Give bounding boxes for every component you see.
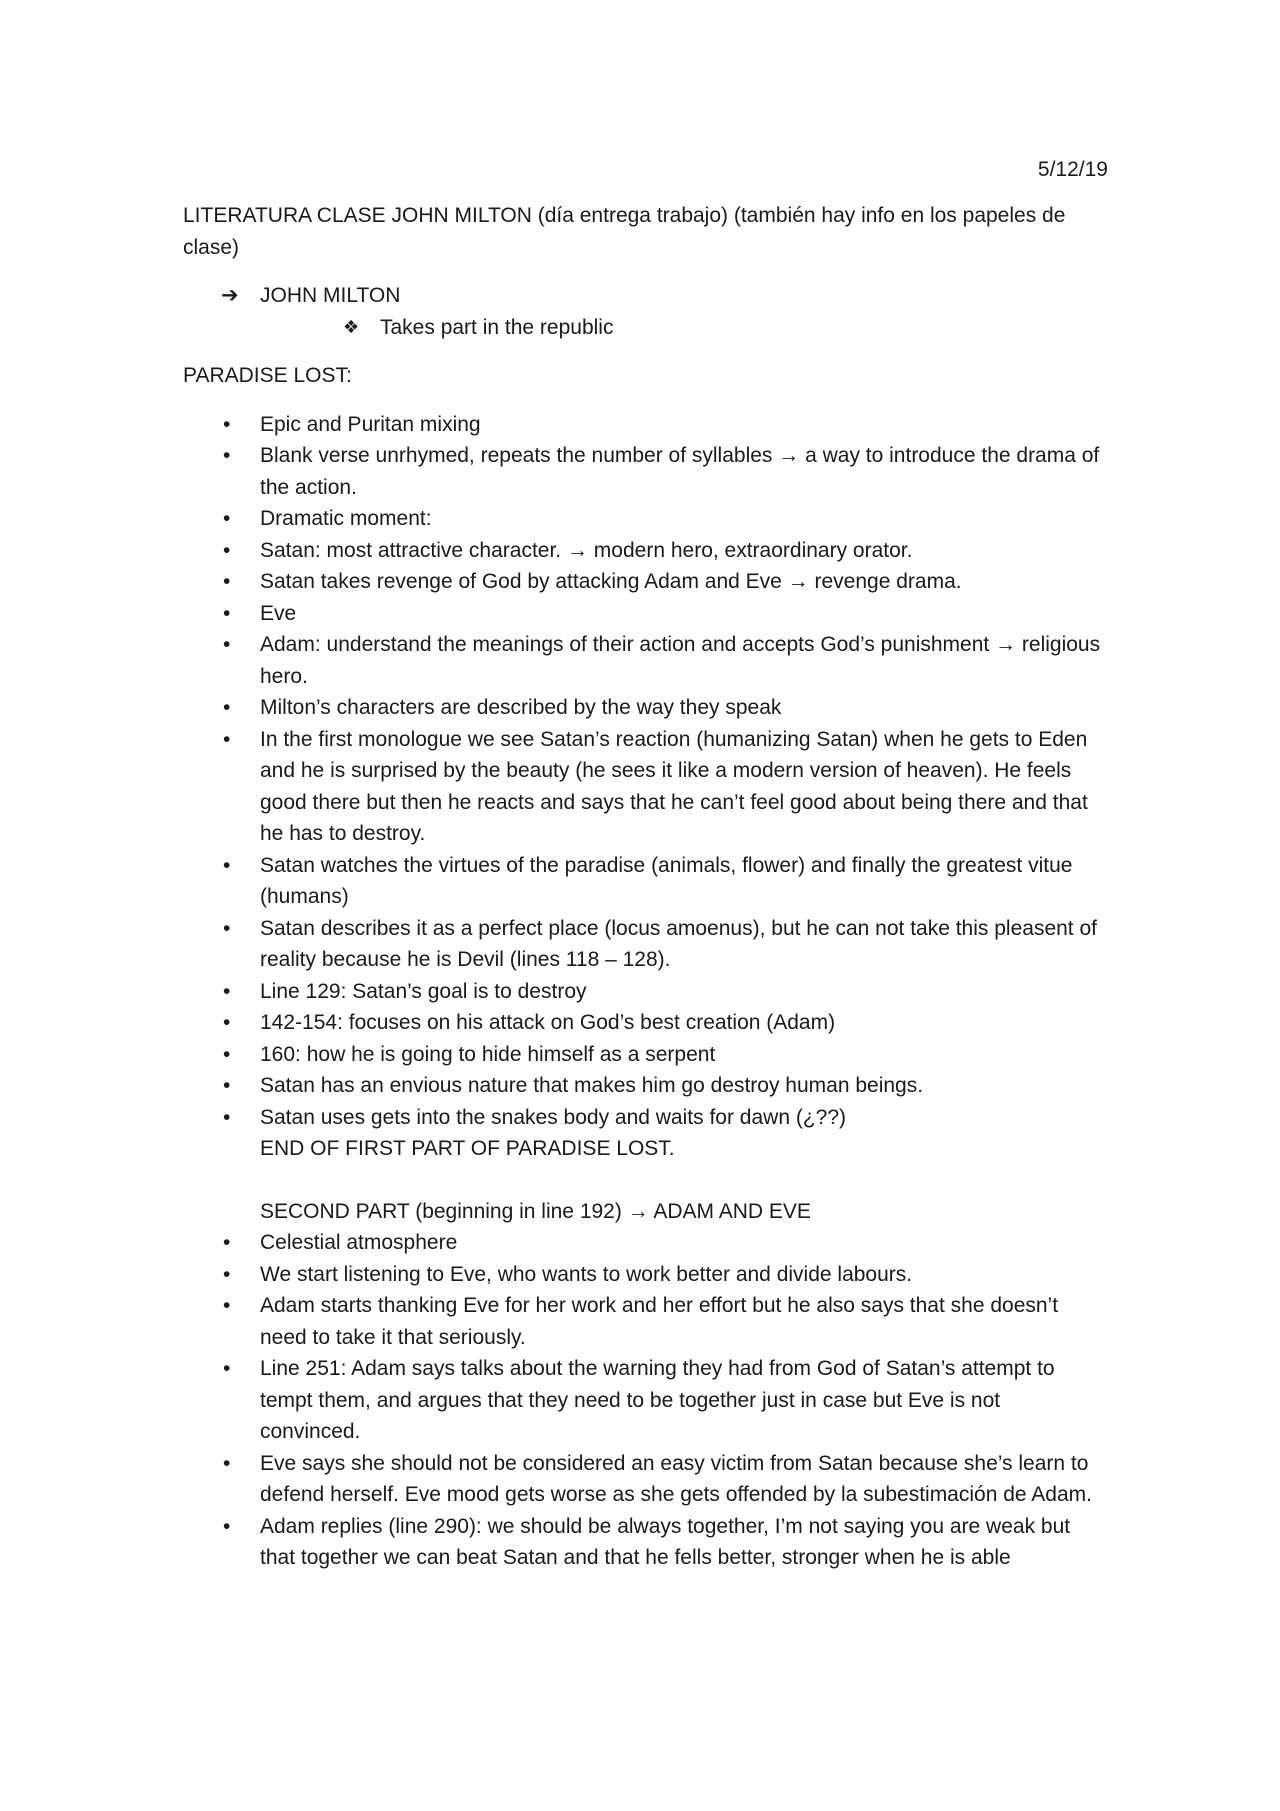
end-note: END OF FIRST PART OF PARADISE LOST. [260,1137,675,1160]
list-item-text: Satan watches the virtues of the paradise (animals, flower) and finally the greatest vitue (humans) [260,853,1073,908]
list-item [183,1259,1103,1291]
bullet-list [183,409,1103,1134]
list-item [183,850,1103,913]
bullet-icon: • [223,412,231,436]
bullet-icon: • [223,916,231,940]
bullet-icon: • [223,1357,231,1380]
list-item-text: Adam replies (line 290): we should be always together, I’m not saying you are weak but that together we can beat Satan and that he fells better, stronger when he is able [260,1514,1071,1569]
bullet-icon: • [223,853,231,877]
section-heading-2: SECOND PART (beginning in line 192) → ADAM AND EVE [260,1199,811,1223]
list-item [183,566,1103,598]
list-item-text: Satan uses gets into the snakes body and waits for dawn (¿??) [260,1105,847,1129]
section-heading: PARADISE LOST: [183,364,352,387]
diamond-bullet-icon: ❖ [343,316,360,337]
bullet-icon: • [223,1231,231,1254]
bullet-icon: • [223,1262,231,1286]
bullet-icon: • [223,727,231,751]
list-item-text: Epic and Puritan mixing [260,412,481,436]
bullet-icon: • [223,1294,231,1317]
document-title: LITERATURA CLASE JOHN MILTON (día entrega trabajo) (también hay info en los papeles de clase) [183,204,1066,259]
bullet-icon: • [223,696,231,719]
bullet-icon: • [223,1514,231,1538]
list-item-text: We start listening to Eve, who wants to work better and divide labours. [260,1262,913,1286]
arrow-item [183,280,1103,312]
list-item-text: Celestial atmosphere [260,1231,458,1254]
list-item-text: 142-154: focuses on his attack on God’s best creation (Adam) [260,1011,836,1034]
list-item [183,503,1103,535]
list-item-text: Eve says she should not be considered an easy victim from Satan because she’s learn to defend herself. Eve mood gets worse as she gets offended by la subestimación de Adam. [260,1451,1092,1506]
list-item-text: Adam: understand the meanings of their action and accepts God’s punishment → religious hero. [260,633,1101,688]
bullet-icon: • [223,601,231,625]
list-item-text: Satan: most attractive character. → modern hero, extraordinary orator. [260,538,913,562]
list-item [183,1070,1103,1102]
list-item [183,535,1103,567]
sub-item-text: Takes part in the republic [380,315,614,339]
list-item-text: 160: how he is going to hide himself as a serpent [260,1042,716,1066]
list-item [183,1007,1103,1039]
date: 5/12/19 [1037,158,1108,181]
list-item-text: Eve [260,601,297,625]
list-item [183,1448,1103,1511]
bullet-icon: • [223,979,231,1003]
list-item [183,1102,1103,1134]
list-item-text: Satan has an envious nature that makes him go destroy human beings. [260,1074,924,1097]
list-item [183,1039,1103,1071]
bullet-icon: • [223,1105,231,1129]
list-item [183,724,1103,850]
bullet-icon: • [223,444,231,467]
arrow-right-icon: ➔ [221,284,239,307]
list-item-text: Dramatic moment: [260,507,432,530]
list-item [183,629,1103,692]
bullet-icon: • [223,1011,231,1034]
sub-item [183,312,1103,344]
bullet-icon: • [223,507,231,530]
bullet-icon: • [223,1042,231,1066]
list-item-text: Line 129: Satan’s goal is to destroy [260,979,587,1003]
list-item [183,913,1103,976]
bullet-icon: • [223,538,231,562]
list-item [183,440,1103,503]
bullet-icon: • [223,1451,231,1475]
list-item [183,409,1103,441]
list-item [183,1511,1103,1574]
list-item [183,1290,1103,1353]
list-item [183,976,1103,1008]
list-item-text: Satan takes revenge of God by attacking Adam and Eve → revenge drama. [260,570,962,593]
list-item-text: Blank verse unrhymed, repeats the number of syllables → a way to introduce the drama of the action. [260,444,1100,499]
list-item [183,1353,1103,1448]
list-item-text: In the first monologue we see Satan’s reaction (humanizing Satan) when he gets to Eden and he is surprised by the beauty (he sees it like a modern version of heaven). He feels good there but then he reacts and says that he can’t feel good about being there and that he has to destroy. [260,727,1088,845]
list-item [183,1227,1103,1259]
bullet-icon: • [223,633,231,656]
document-body [183,200,1103,1574]
list-item [183,598,1103,630]
list-item-text: Satan describes it as a perfect place (locus amoenus), but he can not take this pleasent of reality because he is Devil (lines 118 – 128). [260,916,1097,971]
list-item-text: Adam starts thanking Eve for her work and her effort but he also says that she doesn’t need to take it that seriously. [260,1294,1059,1349]
arrow-item-text: JOHN MILTON [260,284,401,307]
bullet-icon: • [223,1074,231,1097]
list-item-text: Line 251: Adam says talks about the warning they had from God of Satan’s attempt to tempt them, and argues that they need to be together just in case but Eve is not convinced. [260,1357,1055,1443]
bullet-icon: • [223,570,231,593]
list-item-text: Milton’s characters are described by the way they speak [260,696,782,719]
list-item [183,692,1103,724]
bullet-list-2 [183,1227,1103,1574]
